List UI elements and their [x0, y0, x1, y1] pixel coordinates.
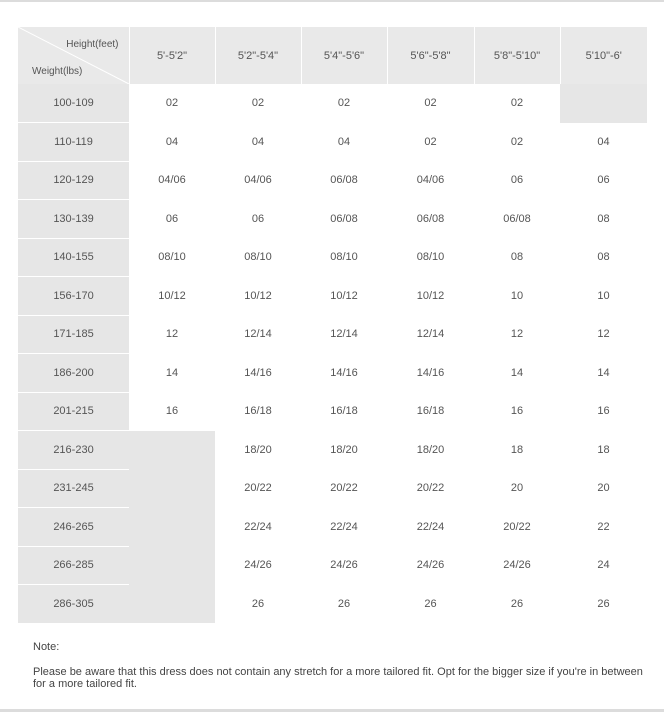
empty-size-cell — [129, 585, 215, 624]
size-cell: 10/12 — [215, 277, 301, 316]
size-cell: 14/16 — [387, 354, 474, 393]
empty-size-cell — [129, 469, 215, 508]
weight-range-cell: 286-305 — [18, 585, 129, 624]
height-column-header: 5'6"-5'8" — [387, 27, 474, 84]
weight-range-cell: 216-230 — [18, 431, 129, 470]
size-cell: 20/22 — [215, 469, 301, 508]
height-column-header: 5'8"-5'10" — [474, 27, 560, 84]
size-cell: 22 — [560, 508, 647, 547]
height-column-header: 5'2"-5'4" — [215, 27, 301, 84]
size-cell: 26 — [387, 585, 474, 624]
size-cell: 18/20 — [215, 431, 301, 470]
size-chart-table — [18, 27, 647, 624]
size-cell: 22/24 — [387, 508, 474, 547]
size-row — [18, 431, 647, 470]
size-cell: 24/26 — [474, 546, 560, 585]
size-cell: 16/18 — [387, 392, 474, 431]
size-cell: 02 — [387, 123, 474, 162]
weight-range-cell: 246-265 — [18, 508, 129, 547]
size-row — [18, 354, 647, 393]
size-cell: 16 — [129, 392, 215, 431]
size-cell: 20/22 — [387, 469, 474, 508]
size-cell: 06/08 — [387, 200, 474, 239]
note-title: Note: — [33, 641, 60, 653]
size-row — [18, 200, 647, 239]
size-cell: 10 — [474, 277, 560, 316]
size-cell: 08 — [474, 238, 560, 277]
size-cell: 26 — [215, 585, 301, 624]
size-cell: 18 — [560, 431, 647, 470]
size-cell: 22/24 — [301, 508, 387, 547]
size-row — [18, 123, 647, 162]
size-cell: 16/18 — [215, 392, 301, 431]
size-cell: 06 — [215, 200, 301, 239]
size-cell: 20/22 — [301, 469, 387, 508]
size-cell: 12/14 — [215, 315, 301, 354]
size-row — [18, 508, 647, 547]
size-cell: 08/10 — [129, 238, 215, 277]
size-cell: 12/14 — [301, 315, 387, 354]
size-cell: 12 — [129, 315, 215, 354]
empty-size-cell — [129, 431, 215, 470]
weight-range-cell: 266-285 — [18, 546, 129, 585]
size-cell: 18/20 — [301, 431, 387, 470]
size-cell: 18 — [474, 431, 560, 470]
size-cell: 02 — [474, 84, 560, 123]
size-cell: 22/24 — [215, 508, 301, 547]
empty-size-cell — [560, 84, 647, 123]
size-cell: 24 — [560, 546, 647, 585]
size-cell: 24/26 — [387, 546, 474, 585]
weight-range-cell: 130-139 — [18, 200, 129, 239]
weight-range-cell: 231-245 — [18, 469, 129, 508]
weight-axis-label: Weight(lbs) — [32, 66, 83, 77]
size-row — [18, 469, 647, 508]
corner-header-cell — [18, 27, 129, 84]
size-row — [18, 84, 647, 123]
size-cell: 18/20 — [387, 431, 474, 470]
weight-range-cell: 201-215 — [18, 392, 129, 431]
size-cell: 02 — [474, 123, 560, 162]
size-cell: 04/06 — [215, 161, 301, 200]
size-cell: 20 — [560, 469, 647, 508]
empty-size-cell — [129, 508, 215, 547]
empty-size-cell — [129, 546, 215, 585]
size-cell: 14/16 — [301, 354, 387, 393]
size-cell: 16 — [474, 392, 560, 431]
weight-range-cell: 156-170 — [18, 277, 129, 316]
size-row — [18, 277, 647, 316]
size-cell: 04/06 — [129, 161, 215, 200]
top-divider — [0, 0, 664, 2]
note-text: Please be aware that this dress does not contain any stretch for a more tailored fit. Opt for the bigger size if you're in between for a more tailored fit. — [33, 666, 643, 690]
size-cell: 02 — [301, 84, 387, 123]
size-cell: 24/26 — [215, 546, 301, 585]
size-cell: 20/22 — [474, 508, 560, 547]
size-cell: 02 — [129, 84, 215, 123]
size-cell: 20 — [474, 469, 560, 508]
size-cell: 04 — [560, 123, 647, 162]
size-cell: 14/16 — [215, 354, 301, 393]
size-cell: 10/12 — [387, 277, 474, 316]
size-cell: 12 — [474, 315, 560, 354]
size-cell: 04 — [215, 123, 301, 162]
size-cell: 08 — [560, 200, 647, 239]
size-cell: 04 — [301, 123, 387, 162]
weight-range-cell: 100-109 — [18, 84, 129, 123]
size-chart-body — [18, 84, 647, 623]
size-cell: 02 — [387, 84, 474, 123]
size-cell: 26 — [560, 585, 647, 624]
size-cell: 06/08 — [474, 200, 560, 239]
size-row — [18, 546, 647, 585]
height-column-header: 5'-5'2" — [129, 27, 215, 84]
size-cell: 02 — [215, 84, 301, 123]
size-cell: 06 — [129, 200, 215, 239]
size-cell: 04 — [129, 123, 215, 162]
size-cell: 14 — [129, 354, 215, 393]
weight-range-cell: 171-185 — [18, 315, 129, 354]
height-column-header: 5'4"-5'6" — [301, 27, 387, 84]
size-cell: 08/10 — [387, 238, 474, 277]
weight-range-cell: 186-200 — [18, 354, 129, 393]
size-cell: 10/12 — [129, 277, 215, 316]
size-cell: 08/10 — [301, 238, 387, 277]
header-row — [18, 27, 647, 84]
weight-range-cell: 120-129 — [18, 161, 129, 200]
size-cell: 06 — [560, 161, 647, 200]
note-section — [33, 641, 645, 690]
size-cell: 12/14 — [387, 315, 474, 354]
weight-range-cell: 110-119 — [18, 123, 129, 162]
size-row — [18, 585, 647, 624]
size-cell: 04/06 — [387, 161, 474, 200]
size-cell: 06 — [474, 161, 560, 200]
size-cell: 16/18 — [301, 392, 387, 431]
size-cell: 14 — [560, 354, 647, 393]
size-cell: 26 — [474, 585, 560, 624]
size-cell: 06/08 — [301, 200, 387, 239]
size-cell: 26 — [301, 585, 387, 624]
size-cell: 14 — [474, 354, 560, 393]
size-cell: 06/08 — [301, 161, 387, 200]
weight-range-cell: 140-155 — [18, 238, 129, 277]
size-cell: 08/10 — [215, 238, 301, 277]
size-cell: 24/26 — [301, 546, 387, 585]
size-row — [18, 161, 647, 200]
size-cell: 10 — [560, 277, 647, 316]
size-cell: 16 — [560, 392, 647, 431]
size-cell: 12 — [560, 315, 647, 354]
height-axis-label: Height(feet) — [66, 39, 119, 50]
size-cell: 10/12 — [301, 277, 387, 316]
size-cell: 08 — [560, 238, 647, 277]
size-row — [18, 315, 647, 354]
height-column-header: 5'10"-6' — [560, 27, 647, 84]
size-row — [18, 392, 647, 431]
size-row — [18, 238, 647, 277]
